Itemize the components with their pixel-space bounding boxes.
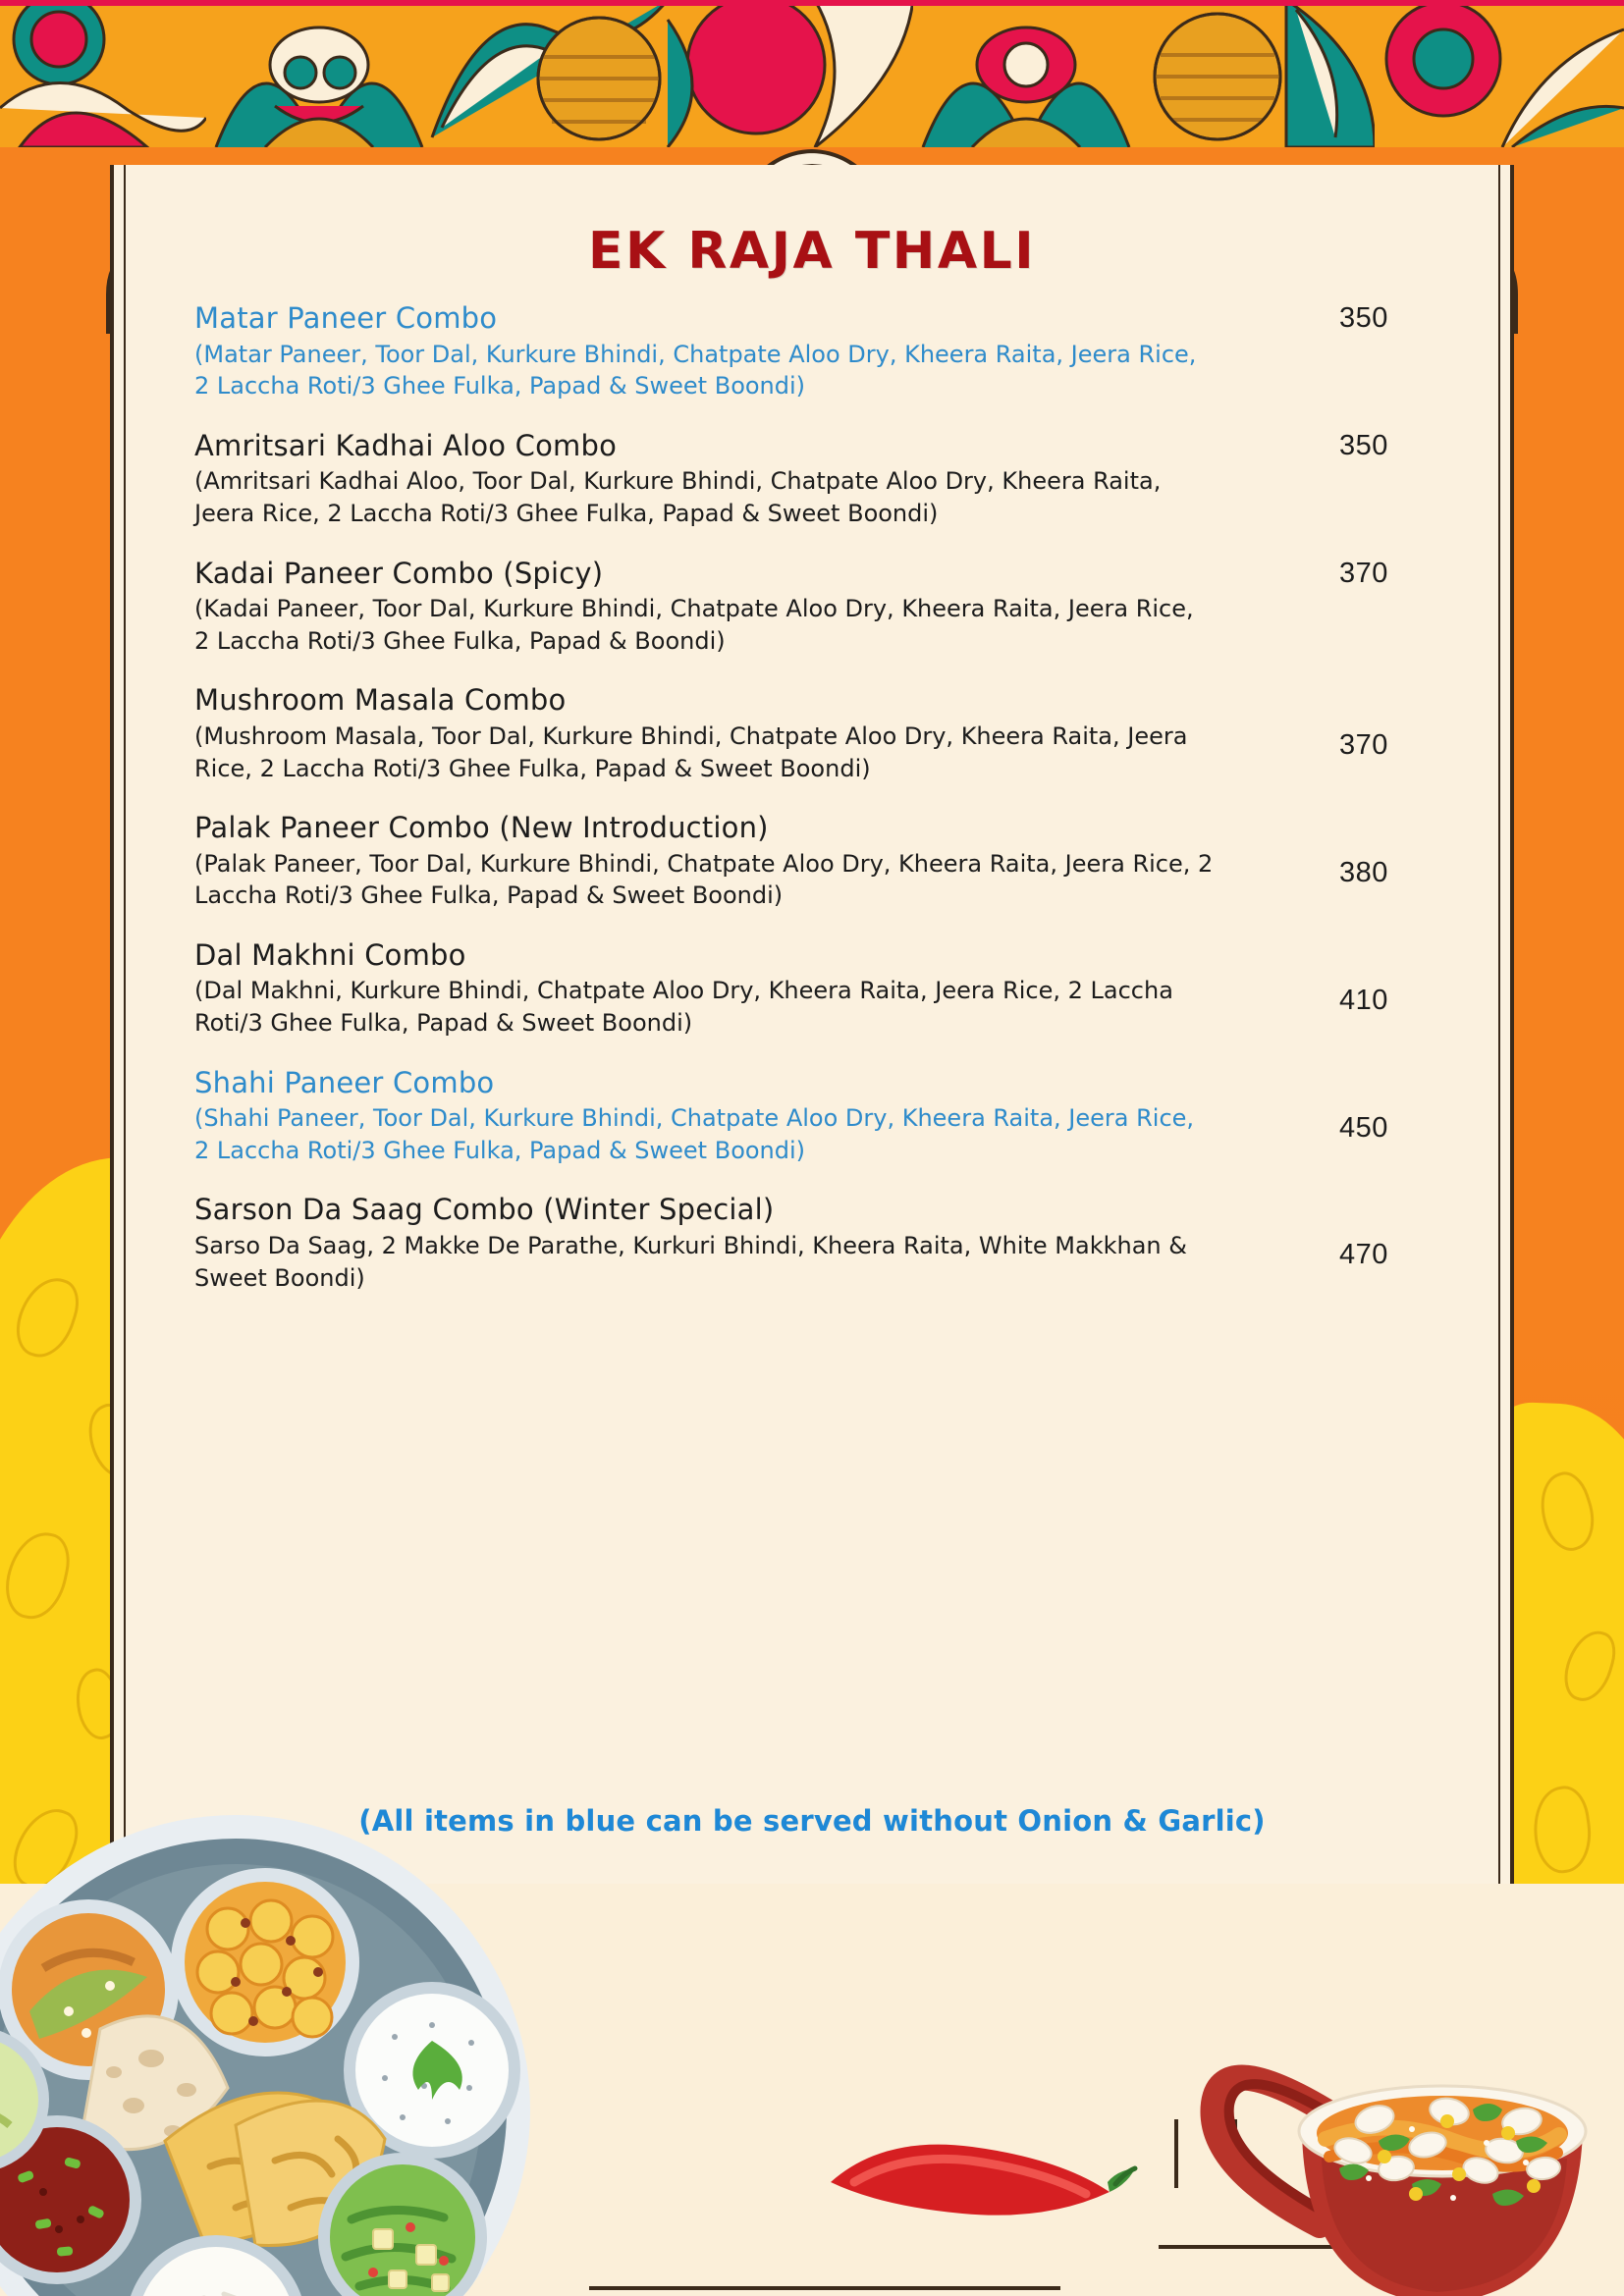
thali-illustration (0, 1776, 569, 2296)
decorative-top-border (0, 0, 1624, 147)
menu-item[interactable] (143, 556, 1481, 658)
menu-item-description: (Kadai Paneer, Toor Dal, Kurkure Bhindi, Chatpate Aloo Dry, Kheera Raita, Jeera Rice, 2 Laccha Roti/3 Ghee Fulka, Papad & Boondi) (194, 595, 1194, 655)
menu-item-price: 350 (1339, 429, 1388, 461)
menu-footnote: (All items in blue can be served without Onion & Garlic) (358, 1804, 1266, 1838)
menu-item[interactable] (143, 682, 1481, 784)
menu-item-name: Amritsari Kadhai Aloo Combo (194, 428, 618, 462)
menu-item-text (194, 300, 1312, 402)
menu-item[interactable] (143, 428, 1481, 530)
menu-item-description: (Palak Paneer, Toor Dal, Kurkure Bhindi, Chatpate Aloo Dry, Kheera Raita, Jeera Rice, 2 Laccha Roti/3 Ghee Fulka, Papad & Sweet Boondi) (194, 849, 1214, 910)
menu-item-text (194, 1065, 1312, 1167)
menu-item-name: Sarson Da Saag Combo (Winter Special) (194, 1193, 775, 1227)
menu-item-text (194, 428, 1312, 530)
menu-item-price: 470 (1339, 1239, 1388, 1271)
menu-item-text (194, 1192, 1312, 1294)
menu-item-description: (Shahi Paneer, Toor Dal, Kurkure Bhindi, Chatpate Aloo Dry, Kheera Raita, Jeera Rice, 2 Laccha Roti/3 Ghee Fulka, Papad & Sweet Boondi) (194, 1104, 1195, 1164)
menu-item-price: 450 (1339, 1111, 1388, 1144)
menu-item-description: (Matar Paneer, Toor Dal, Kurkure Bhindi, Chatpate Aloo Dry, Kheera Raita, Jeera Rice, 2 Laccha Roti/3 Ghee Fulka, Papad & Sweet Boondi) (194, 340, 1197, 400)
menu-item-text (194, 937, 1312, 1040)
menu-item-name: Kadai Paneer Combo (Spicy) (194, 556, 604, 590)
menu-item-description: Sarso Da Saag, 2 Makke De Parathe, Kurkuri Bhindi, Kheera Raita, White Makkhan & Sweet Boondi) (194, 1232, 1187, 1292)
kadai-illustration (1192, 2002, 1614, 2296)
menu-item-description: (Amritsari Kadhai Aloo, Toor Dal, Kurkure Bhindi, Chatpate Aloo Dry, Kheera Raita, Jeera Rice, 2 Laccha Roti/3 Ghee Fulka, Papad & Sweet Boondi) (194, 467, 1162, 527)
menu-item-name: Dal Makhni Combo (194, 937, 466, 972)
menu-item[interactable] (143, 300, 1481, 402)
menu-item-price: 350 (1339, 302, 1388, 334)
menu-item[interactable] (143, 937, 1481, 1040)
menu-item-description: (Dal Makhni, Kurkure Bhindi, Chatpate Aloo Dry, Kheera Raita, Jeera Rice, 2 Laccha Roti/3 Ghee Fulka, Papad & Sweet Boondi) (194, 977, 1173, 1038)
menu-item[interactable] (143, 1192, 1481, 1294)
menu-item[interactable] (143, 1065, 1481, 1167)
menu-item-name: Palak Paneer Combo (New Introduction) (194, 811, 769, 845)
menu-card (110, 165, 1514, 1937)
menu-item-price: 370 (1339, 729, 1388, 762)
menu-item-name: Mushroom Masala Combo (194, 683, 567, 718)
menu-item-description: (Mushroom Masala, Toor Dal, Kurkure Bhindi, Chatpate Aloo Dry, Kheera Raita, Jeera Rice, 2 Laccha Roti/3 Ghee Fulka, Papad & Sweet Boondi) (194, 721, 1188, 782)
menu-item[interactable] (143, 810, 1481, 912)
menu-item-text (194, 682, 1312, 784)
menu-item-price: 380 (1339, 857, 1388, 889)
chili-illustration (815, 2119, 1139, 2237)
menu-item-price: 410 (1339, 984, 1388, 1016)
menu-item-name: Shahi Paneer Combo (194, 1065, 495, 1099)
menu-item-name: Matar Paneer Combo (194, 301, 498, 335)
menu-item-price: 370 (1339, 557, 1388, 589)
menu-item-list (143, 300, 1481, 1319)
menu-item-text (194, 810, 1312, 912)
page-title: EK RAJA THALI (587, 222, 1037, 281)
menu-item-text (194, 556, 1312, 658)
